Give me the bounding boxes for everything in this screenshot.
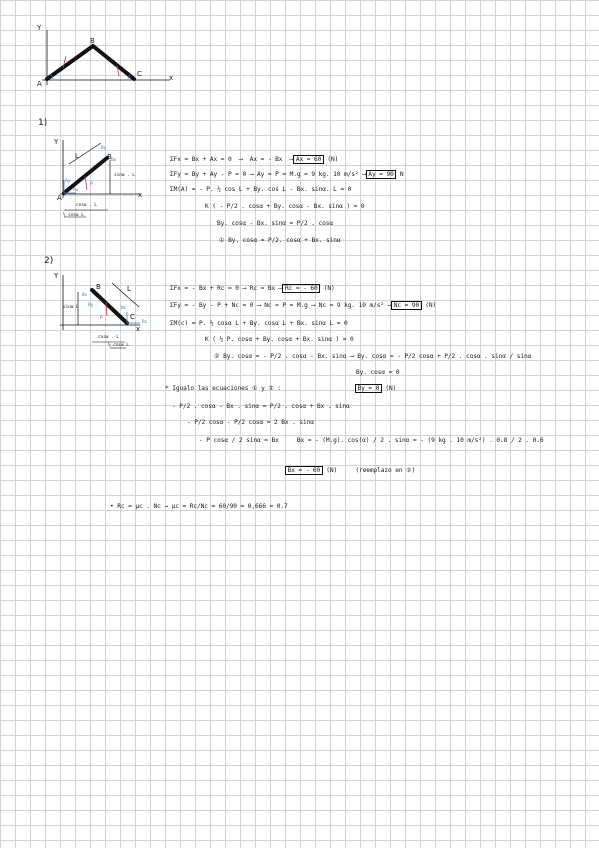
d1-sin: sinα . L [114, 173, 135, 178]
d2-rc: Rc [142, 320, 148, 325]
d1-y: Y [54, 138, 59, 146]
d2-l: L [127, 285, 131, 293]
truss-label-c: C [137, 70, 142, 78]
p2-result-bx: Bx = - 60 [285, 466, 323, 475]
p2-eq10: - P/2 cosα - P/2 cosα = 2 Bx . sinα [187, 419, 314, 426]
p3-eq: • Rc = μc . Nc → μc = Rc/Nc = 60/90 = 0,666 ≈ 0.7 [110, 503, 288, 510]
p1-eq2: ΣFy = By + Ay - P = 0 ⟶ Ay = P = M.g = 9 kg. 10 m/s² ⟶ Ay = 90 N [170, 171, 404, 178]
d2-half: ½ cosα L [108, 343, 129, 348]
d2-sin: sinα L [63, 305, 79, 310]
d1-ax: Ax [73, 188, 79, 193]
d1-a: A [57, 194, 62, 202]
section-1-label: 1) [38, 118, 48, 128]
p2-eq6: By. cosα = 0 [356, 369, 400, 376]
d2-by: By [88, 303, 94, 308]
d2-nc: Nc [121, 306, 127, 311]
p2-eq4: K ( ½ P. cosα + By. cosα + Bx. sinα ) = 0 [205, 336, 354, 343]
p2-result-nc: Nc = 90 [391, 301, 421, 310]
p1-eq3: ΣM(A) = - P. ½ cos L + By. cos L - Bx. sinα. L = 0 [170, 186, 352, 193]
p2-eq5: ② By. cosα = - P/2 . cosα - Bx. sinα ⟶ By. cosα = - P/2 cosα + P/2 . cosα . sinα / sinα [214, 353, 532, 360]
d1-cos: cosα . L [76, 203, 97, 208]
p1-result-ax: Ax = 60 [293, 155, 323, 164]
d1-b: B [107, 153, 112, 161]
truss-label-a: A [37, 80, 42, 88]
p1-eq6: ① By. cosα = P/2. cosα + Bx. sinα [219, 237, 341, 244]
truss-label-x: x [169, 74, 174, 82]
truss-label-y: Y [37, 24, 42, 32]
d1-ay: Ay [65, 179, 71, 184]
d2-bx: Bx [82, 293, 88, 298]
p2-eq11: - P cosα / 2 sinα = Bx Bx = - (M.g). cos(α) / 2 . sinα = - (9 kg . 10 m/s²) . 0.8 / 2 . 0.6 [199, 437, 544, 444]
p2-eq7: By = 0 (N) [355, 385, 396, 392]
section-2-label: 2) [44, 256, 54, 266]
d1-l: L [75, 152, 79, 160]
p2-eq12: Bx = - 60 (N) (reemplazo en ②) [285, 467, 415, 474]
p2-eq1: ΣFx = - Bx + Rc = 0 ⟶ Rc = Bx ⟶ Rc = - 60 (N) [170, 285, 335, 292]
p2-eq9: - P/2 . cosα - Bx . sinα = P/2 . cosα + Bx . sinα [172, 403, 350, 410]
d1-p: P [90, 182, 93, 187]
p2-result-rc: Rc = - 60 [282, 284, 320, 293]
d1-half: ½ cosα L [63, 213, 84, 218]
d1-x: x [138, 191, 143, 199]
d2-cos: cosα . L [98, 335, 119, 340]
d2-p: P [100, 316, 103, 321]
p2-eq8: * Igualo las ecuaciones ① y ② : [165, 385, 282, 392]
d2-x: x [136, 325, 141, 333]
d2-b: B [96, 283, 101, 291]
p2-result-by: By = 0 [355, 384, 382, 393]
truss-label-b: B [90, 37, 95, 45]
p1-eq1: ΣFx = Bx + Ax = 0 ⟶ Ax = - Bx ⟶ Ax = 60 (N) [170, 156, 339, 163]
p2-eq2: ΣFy = - By - P + Nc = 0 ⟶ Nc = P = M.g ⟶ Nc = 9 kg. 10 m/s² ⟶ Nc = 90 (N) [170, 302, 437, 309]
d2-c: C [130, 313, 135, 321]
d2-y: Y [54, 272, 59, 280]
p1-eq5: By. cosα - Bx. sinα = P/2 . cosα [217, 220, 334, 227]
p1-eq4: K ( - P/2 . cosα + By. cosα - Bx. sinα ) = 0 [205, 203, 365, 210]
p2-eq3: ΣM(c) = P. ½ cosα L + By. cosα L + Bx. sinα L = 0 [170, 320, 348, 327]
d1-bx: Bx [111, 158, 117, 163]
d1-by: By [101, 146, 107, 151]
p1-result-ay: Ay = 90 [366, 170, 396, 179]
